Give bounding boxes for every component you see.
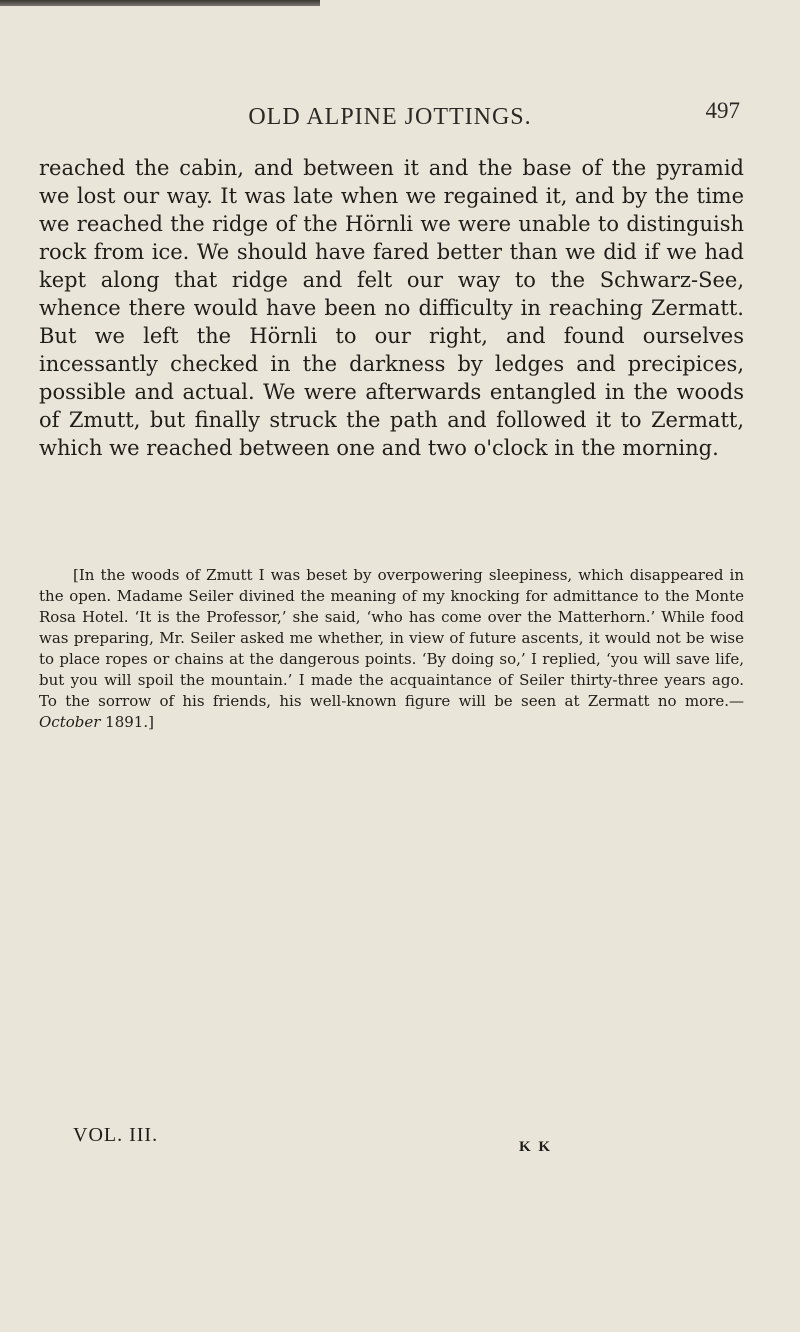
signature-mark: K K: [519, 1139, 553, 1155]
running-title: OLD ALPINE JOTTINGS.: [248, 104, 532, 130]
page-header: [40, 98, 740, 144]
bracketed-note: [39, 565, 744, 733]
note-text: [In the woods of Zmutt I was beset by overpowering sleepiness, which disappeared in the open. Madame Seiler divined the meaning of my knocking for admittance to the Monte Rosa Hotel. ‘It is the Professor,’ she said, ‘who has come over the Matterhorn.’ While food was preparing, Mr. Seiler asked me whether, in view of future ascents, it would not be wise to place ropes or chains at the dangerous points. ‘By doing so,’ I replied, ‘you will save life, but you will spoil the mountain.’ I made the acquaintance of Seiler thirty-three years ago. To the sorrow of his friends, his well-known figure will be seen at Zermatt no more.—: [39, 566, 744, 710]
page-top-shadow: [0, 0, 320, 6]
note-year: 1891.]: [100, 713, 154, 731]
volume-label: VOL. III.: [73, 1124, 159, 1146]
page-number: 497: [705, 98, 740, 123]
main-paragraph: reached the cabin, and between it and the base of the pyramid we lost our way. It was late when we regained it, and by the time we reached the ridge of the Hörnli we were unable to distinguish rock from ice. We should have fared better than we did if we had kept along that ridge and felt our way to the Schwarz-See, whence there would have been no difficulty in reaching Zermatt. But we left the Hörnli to our right, and found ourselves incessantly checked in the darkness by ledges and precipices, possible and actual. We were afterwards entangled in the woods of Zmutt, but finally struck the path and followed it to Zermatt, which we reached between one and two o'clock in the morning.: [39, 156, 744, 460]
note-date: October: [39, 713, 101, 731]
